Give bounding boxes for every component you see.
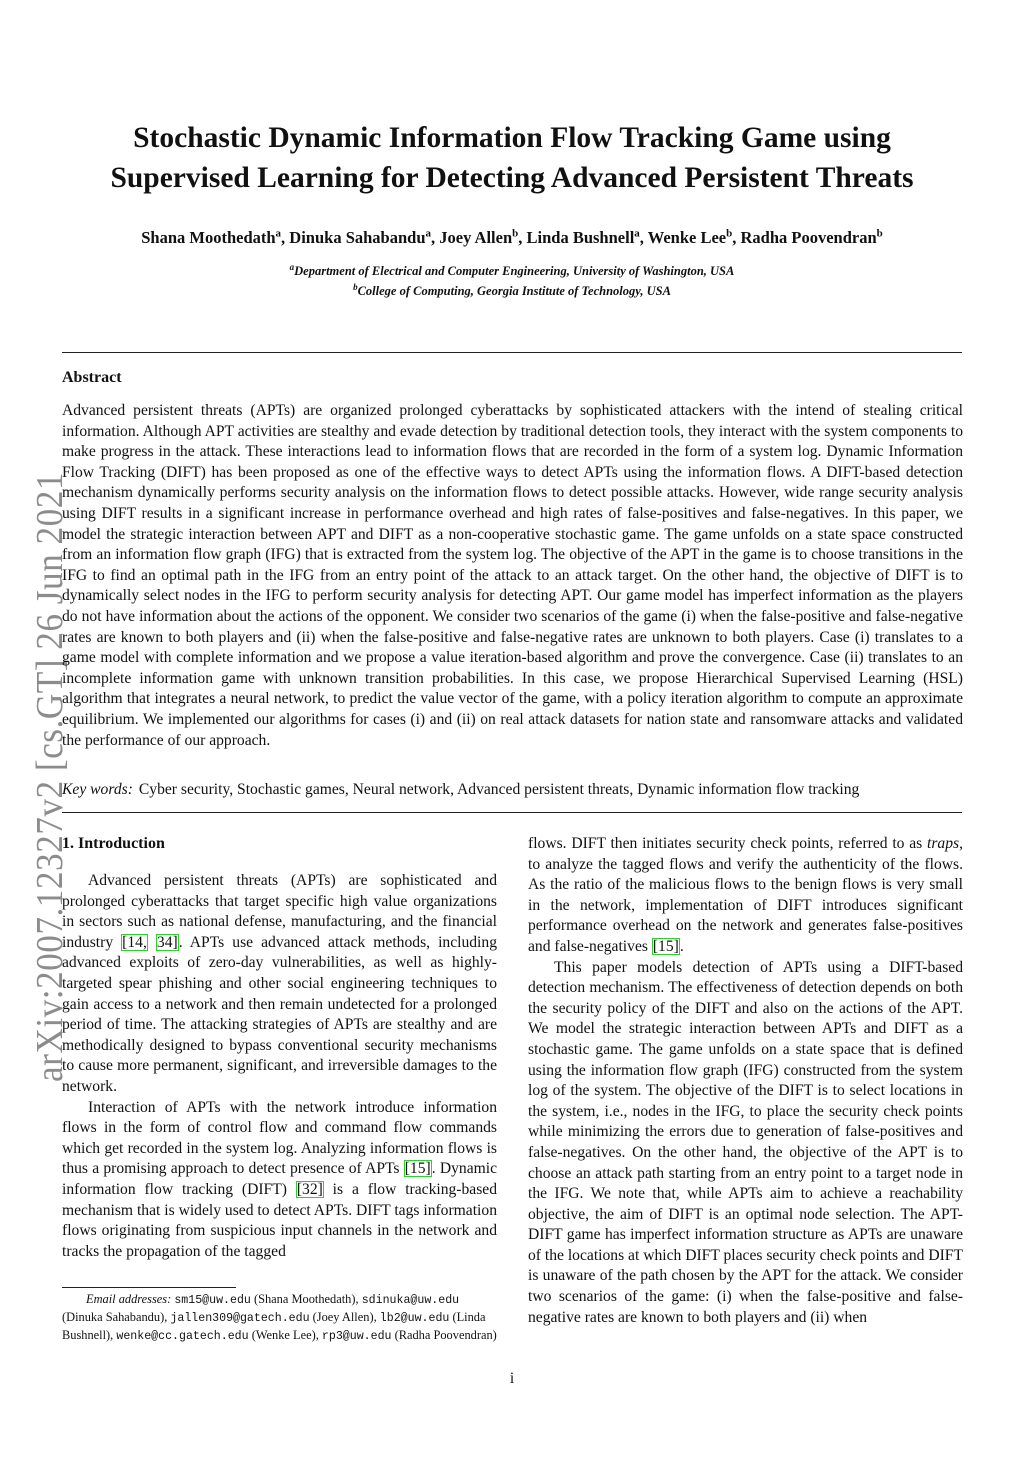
title-line-2: Supervised Learning for Detecting Advanced Persistent Threats (110, 162, 914, 194)
affiliation-b: $^b$College of Computing, Georgia Institute of Technology, USA (353, 282, 671, 299)
citation-link[interactable]: [15] (652, 937, 679, 955)
email-link[interactable]: sm15@uw.edu (174, 1294, 251, 1307)
page-number: i (509, 1370, 515, 1387)
keywords (62, 780, 963, 800)
email-link[interactable]: wenke@cc.gatech.edu (116, 1330, 249, 1343)
author-list (62, 222, 962, 249)
email-link[interactable]: sdinuka@uw.edu (361, 1294, 460, 1307)
keywords-bottom-rule (62, 812, 962, 813)
author: Wenke Lee$^b$, (647, 227, 741, 247)
email-link[interactable]: lb2@uw.edu (379, 1312, 450, 1325)
affiliation-a: $^a$Department of Electrical and Computer Engineering, University of Washington, USA (289, 262, 735, 279)
author: Linda Bushnell$^a$, (526, 227, 648, 247)
intro-paragraph-3: flows. DIFT then initiates security check points, referred to as traps, to analyze the tagged flows and verify the authenticity of the flows. As the ratio of the malicious flows to the benign flows is very small in the network, implementation of DIFT introduces significant performance overhead on the network and generates false-positives and false-negatives [15]. (528, 835, 963, 955)
footnote-rule (62, 1287, 236, 1288)
citation-link[interactable]: [32] (296, 1180, 323, 1198)
author: Radha Poovendran$^b$ (740, 227, 883, 247)
arxiv-stamp-text: arXiv:2007.12327v2 [cs.GT] 26 Jun 2021 (29, 425, 71, 1082)
email-link[interactable]: rp3@uw.edu (321, 1330, 392, 1343)
citation-link[interactable]: [14, (122, 933, 147, 951)
section-heading-introduction: 1. Introduction (62, 835, 165, 852)
citation-link[interactable]: [15] (404, 1160, 431, 1178)
email-footnote: Email addresses: sm15@uw.edu (Shana Moothedath), sdinuka@uw.edu (Dinuka Sahabandu), jallen309@gatech.edu (Joey Allen), lb2@uw.edu (Linda Bushnell), wenke@cc.gatech.edu (Wenke Lee), rp3@uw.edu (Radha Poovendran) (62, 1292, 497, 1343)
title-line-1: Stochastic Dynamic Information Flow Tracking Game using (133, 122, 891, 154)
intro-paragraph-4: This paper models detection of APTs using a DIFT-based detection mechanism. The effectiveness of detection depends on both the security policy of the DIFT and also on the actions of the APT. We model the strategic interaction between APTs and DIFT as a stochastic game. The game unfolds on a state space that is defined using the information flow graph (IFG) constructed from the system log of the system. The objective of the DIFT is to select locations in the system, i.e., nodes in the IFG, to place the security check points while minimizing the errors due to generation of false-positives and false-negatives. On the other hand, the objective of the APT is to choose an attack path starting from an entry point to a target node in the IFG. We note that, while APTs aim to achieve a reachability objective, the aim of DIFT is an optimal node selection. The APT-DIFT game has imperfect information structure as APTs are unaware of the locations at which DIFT places security check points and DIFT is unaware of the path chosen by the APT for the attack. We consider two scenarios of the game: (i) when the false-positive and false-negative rates are known to both players and (ii) when (528, 958, 963, 1326)
footnote-label: Email addresses: (86, 1292, 172, 1306)
abstract-heading: Abstract (62, 369, 122, 386)
keywords-label: Key words: (62, 781, 133, 798)
intro-paragraph-1: Advanced persistent threats (APTs) are sophisticated and prolonged cyberattacks that target specific high value organizations in sectors such as national defense, manufacturing, and the financial industry [14, 34]. APTs use advanced attack methods, including advanced exploits of zero-day vulnerabilities, as well as highly-targeted spear phishing and other social engineering techniques to gain access to a network and then remain undetected for a prolonged period of time. The attacking strategies of APTs are stealthy and are methodically designed to bypass conventional security mechanisms to cause more permanent, significant, and irreversible damages to the network. (62, 872, 497, 1095)
author: Joey Allen$^b$, (439, 227, 527, 247)
intro-paragraph-2: Interaction of APTs with the network introduce information flows in the form of control flow and command flow commands which get recorded in the system log. Analyzing information flows is thus a promising approach to detect presence of APTs [15]. Dynamic information flow tracking (DIFT) [32] is a flow tracking-based mechanism that is widely used to detect APTs. DIFT tags information flows originating from suspicious input channels in the network and tracks the propagation of the tagged (62, 1098, 497, 1260)
paper-title (90, 118, 934, 198)
email-link[interactable]: jallen309@gatech.edu (170, 1312, 310, 1325)
abstract-top-rule (62, 352, 962, 353)
affiliations (62, 259, 962, 299)
intro-right-column (528, 834, 963, 1328)
author: Dinuka Sahabandu$^a$, (289, 227, 440, 247)
citation-link[interactable]: 34] (156, 933, 178, 951)
abstract-text: Advanced persistent threats (APTs) are organized prolonged cyberattacks by sophisticated attackers with the intend of stealing critical information. Although APT activities are stealthy and evade detection by traditional detection tools, they interact with the system components to make progress in the attack. These interactions lead to information flows that are recorded in the form of a system log. Dynamic Information Flow Tracking (DIFT) has been proposed as one of the effective ways to detect APTs using the information flows. A DIFT-based detection mechanism dynamically performs security analysis on the information flows to detect possible attacks. However, wide range security analysis using DIFT results in a significant increase in performance overhead and high rates of false-positives and false-negatives. In this paper, we model the strategic interaction between APT and DIFT as a non-cooperative stochastic game. The game unfolds on a state space constructed from an information flow graph (IFG) that is extracted from the system log. The objective of the APT in the game is to choose transitions in the IFG to find an optimal path in the IFG from an entry point of the attack to an attack target. On the other hand, the objective of DIFT is to dynamically select nodes in the IFG to perform security analysis for detecting APT. Our game model has imperfect information as the players do not have information about the actions of the opponent. We consider two scenarios of the game (i) when the false-positive and false-negative rates are known to both players and (ii) when the false-positive and false-negative rates are unknown to both players. Case (i) translates to a game model with complete information and we propose a value iteration-based algorithm and prove the convergence. Case (ii) translates to an incomplete information game with unknown transition probabilities. In this case, we propose Hierarchical Supervised Learning (HSL) algorithm that integrates a neural network, to predict the value vector of the game, with a policy iteration algorithm to compute an approximate equilibrium. We implemented our algorithms for cases (i) and (ii) on real attack datasets for nation state and ransomware attacks and validated the performance of our approach. (62, 402, 963, 749)
author: Shana Moothedath$^a$, (141, 227, 290, 247)
intro-left-column (62, 871, 497, 1262)
keywords-text: Cyber security, Stochastic games, Neural network, Advanced persistent threats, Dynamic information flow tracking (138, 781, 860, 798)
